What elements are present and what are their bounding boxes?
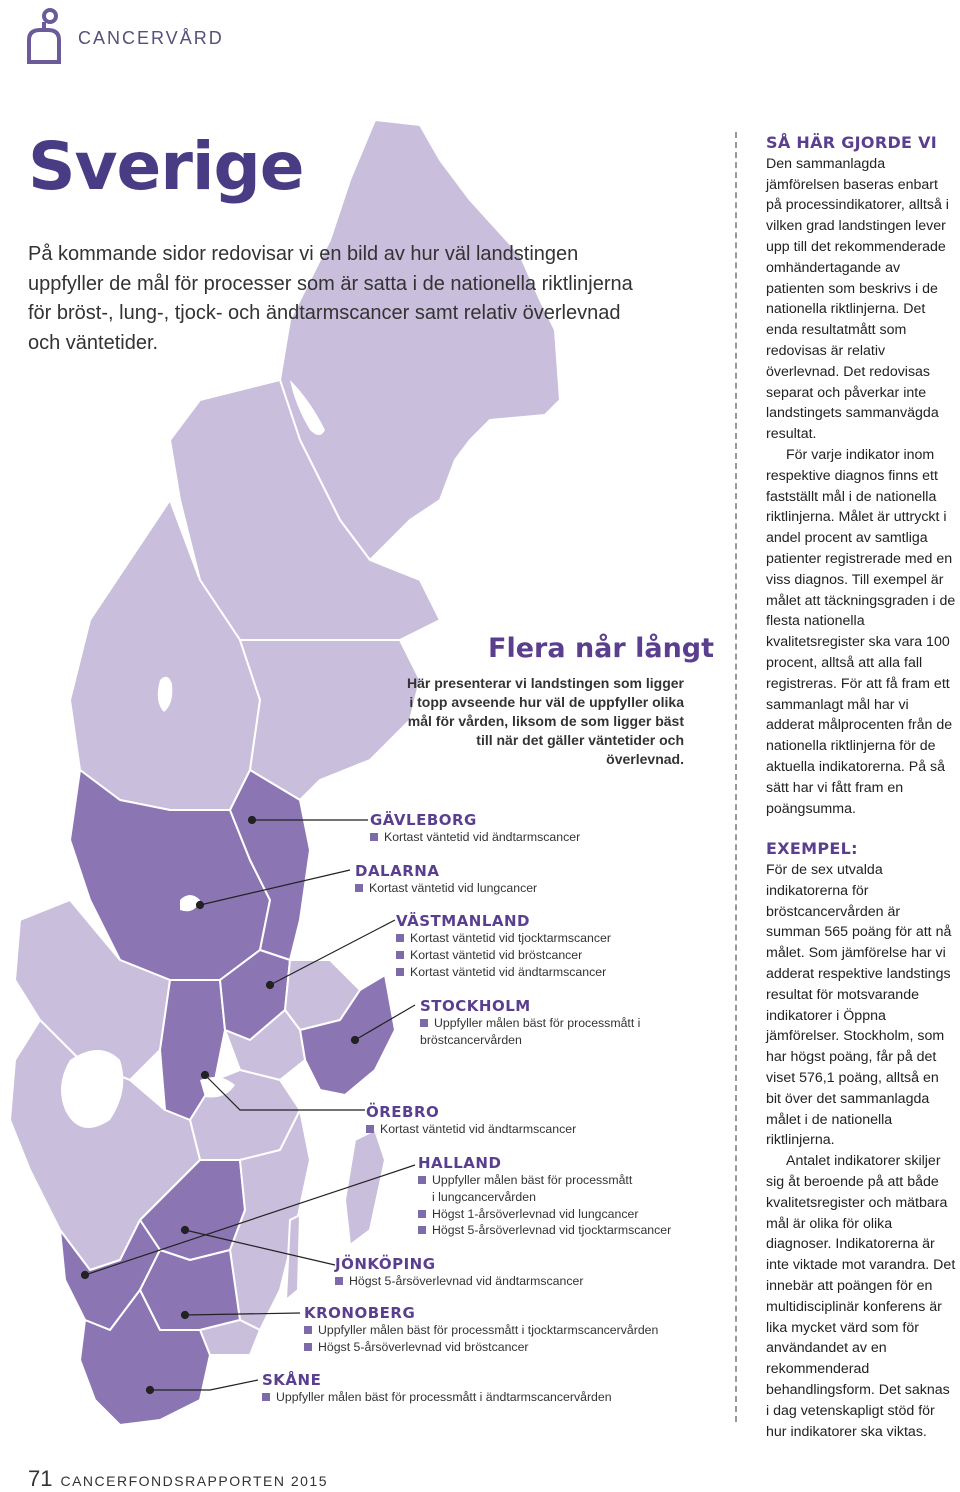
- sidebar-heading-method: SÅ HÄR GJORDE VI: [766, 133, 938, 152]
- sidebar-paragraph: För de sex utvalda indikatorerna för bröstcancervården är summan 565 poäng för att nå målet. Som jämförelse har vi adderat respektive landstings resultat för motsvarande indikatorer i Öppna jämförelser. Stockholm, som har högst poäng, får på det viset 576,1 poäng, alltså en bit över det sammanlagda målet i de nationella riktlinjerna.: [766, 862, 952, 1149]
- map-region-gotland: [345, 1130, 385, 1245]
- region-orebro: [366, 1103, 576, 1138]
- section-label: CANCERVÅRD: [78, 28, 224, 48]
- region-stockholm: [420, 997, 640, 1049]
- column-divider: [735, 132, 737, 1422]
- region-name: SKÅNE: [262, 1371, 322, 1389]
- achievement-item: Högst 5-årsöverlevnad vid tjocktarmscancer: [418, 1222, 671, 1239]
- region-name: KRONOBERG: [304, 1304, 416, 1322]
- achievement-item: Kortast väntetid vid ändtarmscancer: [366, 1121, 576, 1138]
- sidebar-paragraph: För varje indikator inom respektive diagnos finns ett fastställt mål i de nationella riktlinjerna. Målet är uttryckt i andel procent av samtliga patienter registrerade med en viss diagnos. Till exempel är målet att täckningsgraden i de flesta nationella kvalitetsregister ska vara 100 procent, alltså att alla fall registreras. För att få fram ett sammanlagt mål har vi adderat målprocenten från de nationella riktlinjerna för de aktuella indikatorerna. På så sätt har vi fått fram en poängsumma.: [766, 446, 956, 817]
- achievement-item: Kortast väntetid vid bröstcancer: [396, 947, 611, 964]
- sidebar-paragraph: Antalet indikatorer skiljer sig åt beroende på att både kvalitetsregister och mätbara mål är olika för olika diagnoser. Indikatorerna är inte viktade mot varandra. Det innebär att poängen för en multidisciplinär konferens är lika mycket värd som för användandet av en rekommenderad behandlingsform. Det saknas i dag vetenskapligt stöd för hur indikatorer ska viktas.: [766, 1153, 956, 1440]
- achievement-item: Kortast väntetid vid tjocktarmscancer: [396, 930, 611, 947]
- bullet-square-icon: [418, 1176, 426, 1184]
- achievement-item: Uppfyller målen bäst för processmått: [418, 1172, 671, 1189]
- region-name: DALARNA: [355, 862, 440, 880]
- bullet-square-icon: [304, 1326, 312, 1334]
- region-name: ÖREBRO: [366, 1103, 440, 1121]
- achievement-item: Högst 1-årsöverlevnad vid lungcancer: [418, 1206, 671, 1223]
- page-number: 71: [28, 1466, 53, 1491]
- intro-paragraph: På kommande sidor redovisar vi en bild av hur väl landstingen uppfyller de mål för processer som är satta i de nationella riktlinjerna för bröst-, lung-, tjock- och ändtarmscancer samt relativ överlevnad och väntetider.: [28, 243, 633, 354]
- achievement-item: Kortast väntetid vid lungcancer: [355, 880, 537, 897]
- region-name: VÄSTMANLAND: [396, 912, 530, 930]
- page-title: Sverige: [28, 128, 304, 205]
- achievement-item: Uppfyller målen bäst för processmått i: [420, 1015, 640, 1032]
- region-halland: [418, 1154, 671, 1239]
- achievement-item: Kortast väntetid vid ändtarmscancer: [396, 964, 611, 981]
- region-name: GÄVLEBORG: [370, 811, 477, 829]
- region-name: HALLAND: [418, 1154, 502, 1172]
- region-vastmanland: [396, 912, 611, 980]
- bullet-square-icon: [370, 833, 378, 841]
- sidebar-heading-example: EXEMPEL:: [766, 839, 858, 859]
- region-skane: [262, 1371, 612, 1406]
- achievement-item-continued: i lungcancervården: [432, 1189, 536, 1204]
- methodology-sidebar: [766, 133, 956, 1442]
- microscope-icon: [24, 4, 64, 64]
- bullet-square-icon: [262, 1393, 270, 1401]
- region-name: STOCKHOLM: [420, 997, 531, 1015]
- feature-headline: Flera når långt: [488, 633, 715, 664]
- bullet-square-icon: [335, 1277, 343, 1285]
- achievement-item: Kortast väntetid vid ändtarmscancer: [370, 829, 580, 846]
- bullet-square-icon: [396, 968, 404, 976]
- bullet-square-icon: [418, 1226, 426, 1234]
- region-jonkoping: [335, 1255, 583, 1290]
- bullet-square-icon: [355, 884, 363, 892]
- achievement-item: Uppfyller målen bäst för processmått i ändtarmscancervården: [262, 1389, 612, 1406]
- bullet-square-icon: [304, 1343, 312, 1351]
- achievement-item: Uppfyller målen bäst för processmått i tjocktarmscancervården: [304, 1322, 658, 1339]
- feature-lead: Här presenterar vi landstingen som ligger i topp avseende hur väl de uppfyller olika mål för vården, liksom de som ligger bäst till när det gäller väntetider och överlevnad.: [407, 675, 684, 767]
- bullet-square-icon: [366, 1125, 374, 1133]
- achievement-item-continued: bröstcancervården: [420, 1032, 522, 1047]
- bullet-square-icon: [396, 934, 404, 942]
- page-footer: [28, 1466, 328, 1492]
- sidebar-paragraph: Den sammanlagda jämförelsen baseras enbart på processindikatorer, alltså i vilken grad landstingen lever upp till det rekommenderade omhändertagande av patienten som beskrivs i de nationella riktlinjerna. Det enda resultatmått som redovisas är relativ överlevnad. Det redovisas separat och påverkar inte landstingets sammanvägda resultat.: [766, 155, 949, 443]
- region-kronoberg: [304, 1304, 658, 1356]
- bullet-square-icon: [420, 1019, 428, 1027]
- region-gavleborg: [370, 811, 580, 846]
- region-dalarna: [355, 862, 537, 897]
- bullet-square-icon: [418, 1210, 426, 1218]
- achievement-item: Högst 5-årsöverlevnad vid ändtarmscancer: [335, 1273, 583, 1290]
- achievement-item: Högst 5-årsöverlevnad vid bröstcancer: [304, 1339, 658, 1356]
- bullet-square-icon: [396, 951, 404, 959]
- region-name: JÖNKÖPING: [335, 1255, 436, 1273]
- map-region-vasternorrland: [240, 640, 420, 800]
- publication-name: CANCERFONDSRAPPORTEN 2015: [60, 1473, 329, 1489]
